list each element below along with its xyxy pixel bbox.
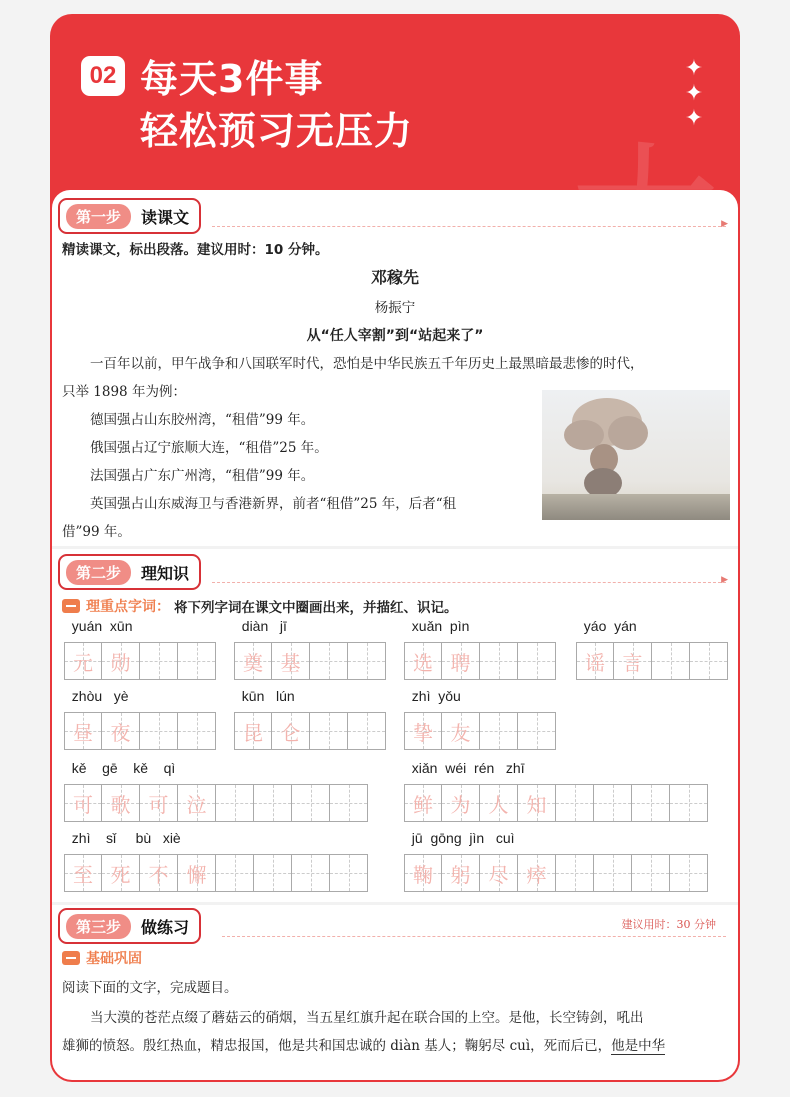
writing-cell[interactable]: 不	[140, 854, 178, 892]
writing-cell[interactable]	[140, 642, 178, 680]
writing-cell[interactable]	[594, 854, 632, 892]
writing-cell[interactable]: 基	[272, 642, 310, 680]
vocab-pinyin: jū gōng jìn cuì	[404, 830, 515, 846]
section-chip-icon	[62, 599, 80, 613]
vocab-item	[404, 830, 708, 892]
basic-section-label: 基础巩固	[62, 948, 146, 968]
divider	[52, 546, 738, 549]
writing-cell[interactable]: 谣	[576, 642, 614, 680]
step2-title: 理知识	[141, 563, 190, 583]
vocab-item	[64, 760, 368, 822]
vocab-pinyin: diàn jī	[234, 618, 287, 634]
writing-cell[interactable]: 死	[102, 854, 140, 892]
section-number-badge: 02	[81, 56, 125, 96]
step1-dashline	[212, 226, 726, 227]
writing-cell[interactable]	[330, 854, 368, 892]
content-panel	[52, 190, 738, 1080]
writing-cell[interactable]	[594, 784, 632, 822]
vocab-item	[576, 618, 728, 680]
writing-cell[interactable]: 人	[480, 784, 518, 822]
writing-cell[interactable]	[670, 784, 708, 822]
writing-cell[interactable]	[178, 712, 216, 750]
step2-header	[58, 554, 201, 590]
writing-cell[interactable]	[216, 854, 254, 892]
writing-cell[interactable]: 夜	[102, 712, 140, 750]
step1-header	[58, 198, 201, 234]
writing-cell[interactable]	[348, 712, 386, 750]
article-title: 邓稼先	[370, 268, 419, 287]
writing-cell[interactable]	[292, 784, 330, 822]
step2-pill: 第二步	[66, 560, 131, 585]
writing-cell[interactable]: 聘	[442, 642, 480, 680]
article-para2: 德国强占山东胶州湾，“租借”99 年。	[90, 412, 315, 428]
step1-title: 读课文	[141, 207, 190, 227]
vocab-pinyin: zhòu yè	[64, 688, 129, 704]
writing-cell[interactable]	[310, 642, 348, 680]
writing-cell[interactable]	[310, 712, 348, 750]
writing-cell[interactable]: 昼	[64, 712, 102, 750]
article-para4: 法国强占广东广州湾，“租借”99 年。	[90, 468, 315, 484]
writing-cell[interactable]	[254, 854, 292, 892]
vocab-item	[64, 688, 216, 750]
writing-cell[interactable]: 至	[64, 854, 102, 892]
section-chip-icon	[62, 951, 80, 965]
writing-cell[interactable]: 奠	[234, 642, 272, 680]
article-para5-cont: 借”99 年。	[62, 524, 131, 540]
step3-header	[58, 908, 201, 944]
writing-cell[interactable]: 挚	[404, 712, 442, 750]
writing-cell[interactable]	[670, 854, 708, 892]
exercise-intro: 阅读下面的文字，完成题目。	[62, 980, 238, 996]
writing-cell[interactable]	[254, 784, 292, 822]
vocab-pinyin: zhì yǒu	[404, 688, 461, 704]
feature-card	[50, 14, 740, 1082]
divider	[52, 902, 738, 905]
arrow-icon: ▶	[721, 575, 728, 585]
writing-cell[interactable]: 可	[140, 784, 178, 822]
vocab-pinyin: yáo yán	[576, 618, 637, 634]
writing-cell[interactable]	[216, 784, 254, 822]
writing-cell[interactable]	[690, 642, 728, 680]
step3-pill: 第三步	[66, 914, 131, 939]
writing-cell[interactable]: 懈	[178, 854, 216, 892]
article-para3: 俄国强占辽宁旅顺大连，“租借”25 年。	[90, 440, 328, 456]
mushroom-cloud-illustration	[542, 390, 730, 520]
step3-dashline	[222, 936, 726, 937]
vocab-item	[64, 830, 368, 892]
article-para5: 英国强占山东威海卫与香港新界，前者“租借”25 年，后者“租	[90, 496, 457, 512]
article-para1: 一百年以前，甲午战争和八国联军时代，恐怕是中华民族五千年历史上最黑暗最悲惨的时代，	[90, 356, 644, 372]
key-words-label: 理重点字词： 将下列字词在课文中圈画出来，并描红、识记。	[62, 596, 458, 616]
writing-cell[interactable]	[140, 712, 178, 750]
writing-cell[interactable]	[652, 642, 690, 680]
writing-cell[interactable]	[632, 854, 670, 892]
writing-cell[interactable]: 元	[64, 642, 102, 680]
writing-cell[interactable]	[292, 854, 330, 892]
writing-cell[interactable]	[518, 712, 556, 750]
writing-cell[interactable]: 知	[518, 784, 556, 822]
vocab-item	[404, 688, 556, 750]
time-hint: 建议用时：30 分钟	[621, 918, 716, 931]
step3-title: 做练习	[141, 917, 190, 937]
writing-cell[interactable]	[518, 642, 556, 680]
article-author: 杨振宁	[374, 300, 416, 316]
writing-cell[interactable]: 鞠	[404, 854, 442, 892]
sparkle-icon: ✦ ✦ ✦	[684, 56, 704, 131]
answer-underline: 他是中华	[611, 1038, 666, 1054]
vocab-pinyin: kě gē kě qì	[64, 760, 176, 776]
writing-cell[interactable]	[178, 642, 216, 680]
article-para1-cont: 只举 1898 年为例：	[62, 384, 186, 400]
writing-cell[interactable]: 昆	[234, 712, 272, 750]
desert-ground	[542, 494, 730, 520]
vocab-pinyin: kūn lún	[234, 688, 295, 704]
vocab-item	[404, 618, 556, 680]
writing-cell[interactable]: 歌	[102, 784, 140, 822]
article-subtitle: 从“任人宰割”到“站起来了”	[306, 328, 484, 344]
writing-cell[interactable]: 鲜	[404, 784, 442, 822]
writing-cell[interactable]	[480, 712, 518, 750]
writing-cell[interactable]	[632, 784, 670, 822]
writing-cell[interactable]: 躬	[442, 854, 480, 892]
vocab-pinyin: yuán xūn	[64, 618, 133, 634]
exercise-text2: 雄狮的愤怒。殷红热血，精忠报国，他是共和国忠诚的 diàn 基人；鞠躬尽 cuì，死而后已，他是中华	[62, 1038, 666, 1054]
writing-cell[interactable]: 可	[64, 784, 102, 822]
writing-cell[interactable]: 言	[614, 642, 652, 680]
writing-cell[interactable]	[348, 642, 386, 680]
vocab-pinyin: zhì sǐ bù xiè	[64, 830, 181, 846]
exercise-text1: 当大漠的苍茫点缀了蘑菇云的硝烟，当五星红旗升起在联合国的上空。是他，长空铸剑，吼出	[90, 1010, 644, 1026]
vocab-pinyin: xuǎn pìn	[404, 618, 470, 634]
step1-instruction: 精读课文，标出段落。建议用时：10 分钟。	[62, 242, 329, 258]
vocab-pinyin: xiǎn wéi rén zhī	[404, 760, 525, 776]
headline-line2: 轻松预习无压力	[140, 109, 414, 153]
step1-pill: 第一步	[66, 204, 131, 229]
step2-dashline	[212, 582, 726, 583]
arrow-icon: ▶	[721, 219, 728, 229]
writing-cell[interactable]: 勋	[102, 642, 140, 680]
writing-cell[interactable]	[480, 642, 518, 680]
writing-cell[interactable]: 泣	[178, 784, 216, 822]
writing-cell[interactable]	[556, 784, 594, 822]
writing-cell[interactable]: 瘁	[518, 854, 556, 892]
writing-cell[interactable]: 友	[442, 712, 480, 750]
vocab-item	[234, 618, 386, 680]
vocab-item	[404, 760, 708, 822]
writing-cell[interactable]: 尽	[480, 854, 518, 892]
writing-cell[interactable]: 仑	[272, 712, 310, 750]
writing-cell[interactable]: 选	[404, 642, 442, 680]
vocab-item	[64, 618, 216, 680]
writing-cell[interactable]	[330, 784, 368, 822]
writing-cell[interactable]	[556, 854, 594, 892]
headline-line1: 每天3件事	[140, 57, 324, 101]
writing-cell[interactable]: 为	[442, 784, 480, 822]
vocab-item	[234, 688, 386, 750]
